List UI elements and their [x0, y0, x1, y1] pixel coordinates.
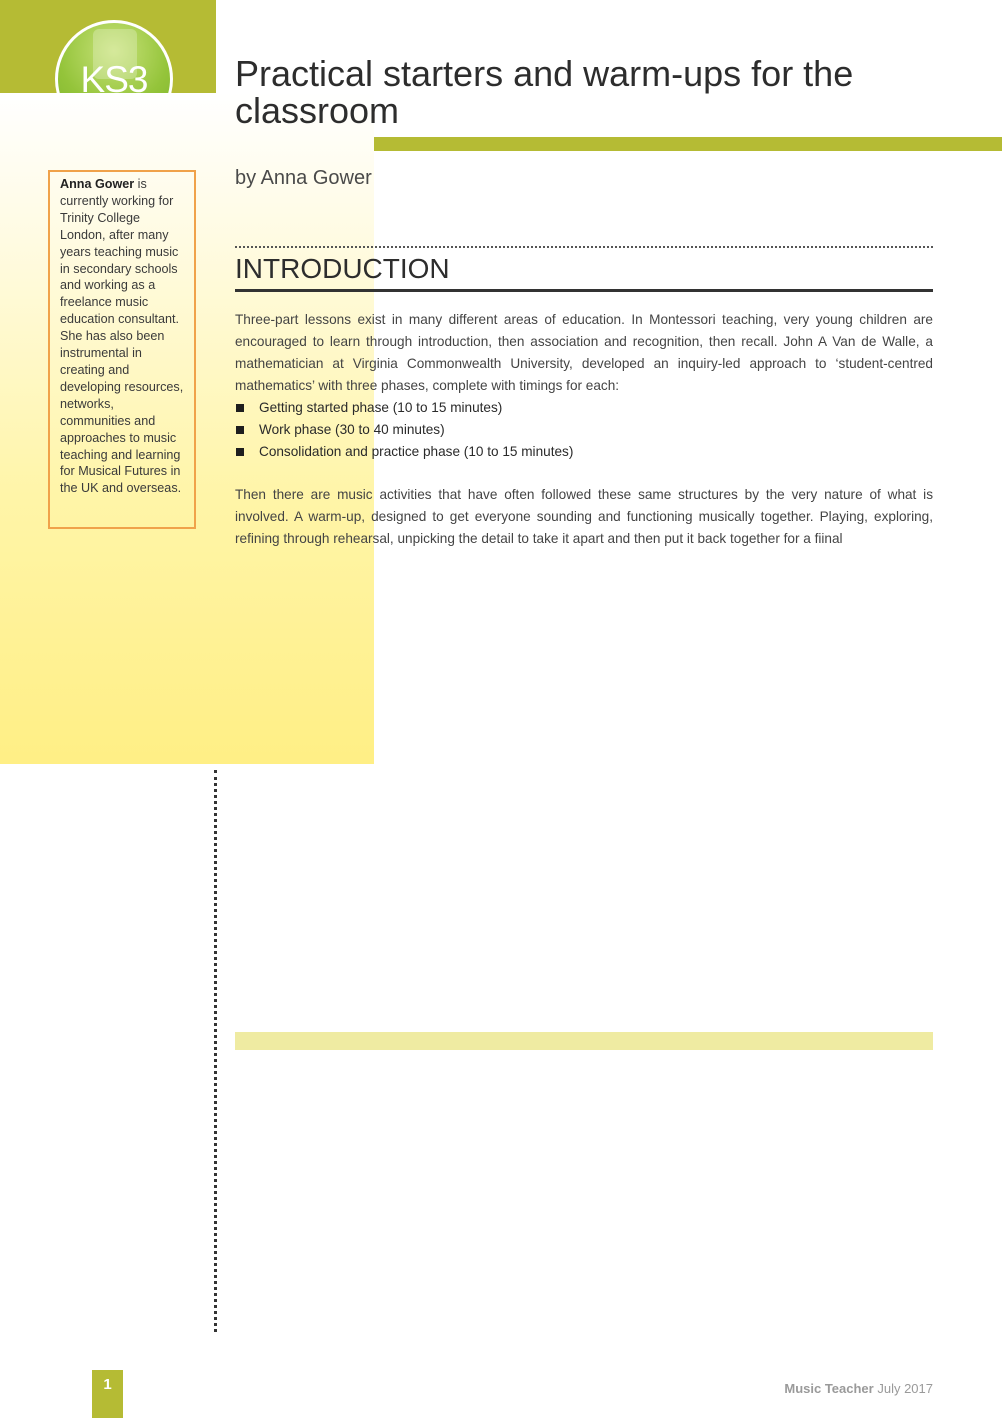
intro-paragraph-1: Three-part lessons exist in many different areas of education. In Montessori teaching, very young children are encouraged to learn through introduction, then association and recognition, then recall. John A Van de Walle, a mathematician at Virginia Commonwealth University, developed an inquiry-led approach to ‘student-centred mathematics’ with three phases, complete with timings for each:	[235, 312, 933, 393]
list-item-text: Work phase (30 to 40 minutes)	[259, 422, 445, 437]
list-item-text: Getting started phase (10 to 15 minutes)	[259, 400, 503, 415]
footer-credit	[784, 1381, 933, 1396]
ks3-badge	[55, 20, 173, 93]
section-heading: INTRODUCTION	[235, 253, 450, 284]
page-number: 1	[103, 1376, 112, 1393]
article-title: Practical starters and warm-ups for the classroom	[235, 53, 854, 131]
author-name: Anna Gower	[60, 177, 135, 191]
vertical-dotted-divider	[214, 770, 217, 1332]
heading-rule	[235, 289, 933, 292]
page-number-tab	[92, 1370, 123, 1418]
intro-paragraph-2: Then there are music activities that have often followed these same structures by the very nature of what is involved. A warm-up, designed to get everyone sounding and functioning musically together. Playing, exploring, refining through rehearsal, unpicking the detail to take it apart and then put it back together for a fiinal	[235, 487, 933, 546]
phase-list	[235, 397, 573, 463]
author-bio-text: is currently working for Trinity College London, after many years teaching music in secondary schools and working as a freelance music education consultant. She has also been instrumental in creating and developing resources, networks, communities and approaches to music teaching and learning for Musical Futures in the UK and overseas.	[60, 177, 184, 496]
byline: by Anna Gower	[235, 167, 372, 189]
bullet-square-icon	[236, 426, 244, 434]
dotted-divider	[235, 246, 933, 248]
header-green-block	[0, 0, 216, 93]
highlight-band	[235, 1032, 933, 1050]
list-item	[235, 441, 573, 463]
bullet-square-icon	[236, 404, 244, 412]
author-bio-box	[48, 170, 196, 529]
list-item-text: Consolidation and practice phase (10 to 15 minutes)	[259, 444, 574, 459]
issue-date: July 2017	[873, 1381, 933, 1396]
ks3-badge-label: KS3	[80, 59, 148, 93]
list-item	[235, 397, 573, 419]
list-item	[235, 419, 573, 441]
bullet-square-icon	[236, 448, 244, 456]
publication-name: Music Teacher	[784, 1381, 874, 1396]
title-rule	[374, 137, 1002, 151]
